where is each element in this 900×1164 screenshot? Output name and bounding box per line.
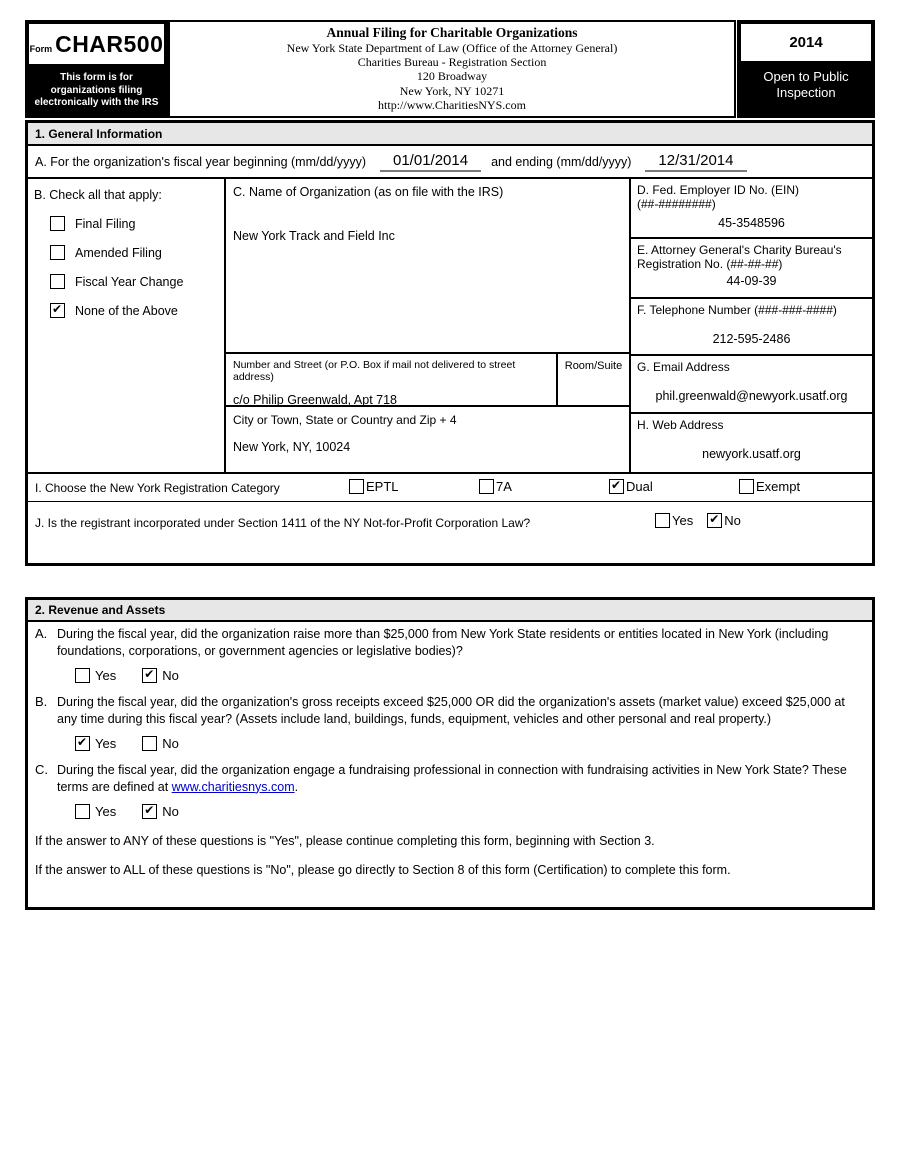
dept-website: http://www.CharitiesNYS.com (378, 97, 526, 112)
incorporated-yes-label: Yes (672, 513, 694, 528)
question-b-answers (75, 736, 858, 751)
question-b-yes-option[interactable] (75, 736, 116, 751)
fiscal-year-begin-field[interactable]: 01/01/2014 (380, 152, 481, 172)
fiscal-year-change-option[interactable] (50, 274, 218, 289)
registration-number-cell (631, 239, 872, 299)
web-address-cell (631, 414, 872, 472)
section-revenue-and-assets (25, 597, 875, 910)
telephone-label: F. Telephone Number (###-###-####) (637, 303, 837, 317)
none-of-the-above-option[interactable] (50, 303, 218, 318)
organization-name-field[interactable]: New York Track and Field Inc (233, 229, 395, 243)
section2-body (28, 622, 872, 877)
fiscal-year-end-field[interactable]: 12/31/2014 (645, 152, 746, 172)
dept-line: New York State Department of Law (Office of the Attorney General) (286, 41, 618, 55)
question-a-yes-checkbox[interactable] (75, 668, 90, 683)
section-general-information (25, 120, 875, 566)
fiscal-year-end-label: and ending (mm/dd/yyyy) (491, 154, 632, 169)
exempt-checkbox[interactable] (739, 479, 754, 494)
dual-checkbox[interactable] (609, 479, 624, 494)
final-filing-checkbox[interactable] (50, 216, 65, 231)
question-c-no-option[interactable] (142, 804, 179, 819)
final-filing-label: Final Filing (75, 216, 136, 231)
ein-label: D. Fed. Employer ID No. (EIN) (637, 183, 800, 197)
check-all-that-apply-cell (28, 179, 226, 472)
dept-line: New York, NY 10271 (399, 83, 505, 98)
ein-field[interactable]: 45-3548596 (718, 216, 785, 230)
note-if-any-yes: If the answer to ANY of these questions is "Yes", please continue completing this form, beginning with Section 3. (35, 834, 655, 848)
ein-cell (631, 179, 872, 239)
web-address-field[interactable]: newyork.usatf.org (702, 447, 801, 461)
form-note: This form is for organizations filing electronically with the IRS (34, 72, 159, 108)
registration-category-row (28, 474, 872, 502)
incorporated-question-row (28, 502, 872, 544)
organization-address-column (226, 179, 631, 472)
organization-name-cell (226, 179, 629, 354)
exempt-label: Exempt (756, 479, 801, 494)
question-b-yes-checkbox[interactable] (75, 736, 90, 751)
form-title: Annual Filing for Charitable Organizations (326, 25, 578, 40)
form-id-panel (25, 20, 168, 118)
question-c-yes-label: Yes (95, 804, 117, 819)
form-title-panel (168, 20, 736, 118)
registration-number-label: E. Attorney General's Charity Bureau's Registration No. (##-##-##) (637, 243, 842, 271)
incorporated-yes-option[interactable] (655, 513, 693, 528)
question-b (35, 694, 858, 727)
incorporated-no-checkbox[interactable] (707, 513, 722, 528)
question-b-letter: B. (35, 694, 48, 709)
fiscal-year-row (28, 146, 872, 179)
check-all-label: B. Check all that apply: (34, 188, 162, 202)
question-a-letter: A. (35, 626, 48, 641)
question-c-no-checkbox[interactable] (142, 804, 157, 819)
filing-year: 2014 (741, 24, 871, 61)
question-b-no-option[interactable] (142, 736, 179, 751)
amended-filing-label: Amended Filing (75, 245, 162, 260)
room-suite-label: Room/Suite (564, 360, 623, 372)
category-exempt-option[interactable] (739, 479, 800, 494)
7a-label: 7A (496, 479, 512, 494)
street-row (226, 354, 629, 407)
question-c-text-after-link: . (294, 779, 299, 794)
category-7a-option[interactable] (479, 479, 512, 494)
question-c-no-label: No (162, 804, 179, 819)
street-field[interactable]: c/o Philip Greenwald, Apt 718 (233, 393, 397, 407)
web-address-label: H. Web Address (637, 418, 724, 432)
incorporated-yes-checkbox[interactable] (655, 513, 670, 528)
question-a-no-option[interactable] (142, 668, 179, 683)
amended-filing-checkbox[interactable] (50, 245, 65, 260)
question-c (35, 762, 858, 795)
question-b-text: During the fiscal year, did the organization's gross receipts exceed $25,000 OR did the organization's assets (market value) exceed $25,000 at any time during this fiscal year? (Assets include land, buildings, funds, equipment, vehicles and other personal and real property.) (57, 695, 845, 726)
open-to-public-note: Open to Public Inspection (763, 69, 849, 100)
question-c-text (57, 762, 858, 795)
question-c-text-before-link: During the fiscal year, did the organization engage a fundraising professional in connection with fundraising activities in New York State? These terms are defined at (57, 763, 847, 794)
note-if-all-no: If the answer to ALL of these questions is "No", please go directly to Section 8 of this form (Certification) to complete this form. (35, 863, 731, 877)
city-label: City or Town, State or Country and Zip + 4 (233, 413, 457, 427)
amended-filing-option[interactable] (50, 245, 218, 260)
category-eptl-option[interactable] (349, 479, 399, 494)
fiscal-year-change-checkbox[interactable] (50, 274, 65, 289)
question-a-yes-label: Yes (95, 668, 117, 683)
question-b-no-label: No (162, 736, 179, 751)
question-b-yes-label: Yes (95, 736, 117, 751)
email-label: G. Email Address (637, 360, 730, 374)
incorporated-question-label: J. Is the registrant incorporated under Section 1411 of the NY Not-for-Profit Corporation Law? (35, 516, 531, 530)
room-suite-cell[interactable] (558, 354, 629, 405)
contact-details-column (631, 179, 872, 472)
dept-line: 120 Broadway (416, 69, 488, 84)
registration-number-field[interactable]: 44-09-39 (726, 274, 777, 288)
form-number: CHAR500 (55, 30, 164, 57)
fiscal-year-change-label: Fiscal Year Change (75, 274, 184, 289)
email-cell (631, 356, 872, 414)
ein-format: (##-########) (637, 197, 716, 211)
question-c-answers (75, 804, 858, 819)
registration-category-label: I. Choose the New York Registration Category (35, 481, 280, 495)
eptl-label: EPTL (366, 479, 399, 494)
question-a-no-checkbox[interactable] (142, 668, 157, 683)
question-c-yes-option[interactable] (75, 804, 116, 819)
dual-label: Dual (626, 479, 653, 494)
incorporated-no-label: No (724, 513, 741, 528)
general-info-table (28, 179, 872, 474)
dept-line: Charities Bureau - Registration Section (357, 55, 547, 70)
section1-title: 1. General Information (28, 123, 872, 146)
telephone-cell (631, 299, 872, 356)
email-field[interactable]: phil.greenwald@newyork.usatf.org (655, 389, 848, 403)
telephone-field[interactable]: 212-595-2486 (712, 332, 791, 346)
category-dual-option[interactable] (609, 479, 653, 494)
incorporated-no-option[interactable] (707, 513, 741, 528)
city-field[interactable]: New York, NY, 10024 (233, 440, 351, 454)
form-word: Form (29, 44, 53, 54)
question-c-yes-checkbox[interactable] (75, 804, 90, 819)
question-a-no-label: No (162, 668, 179, 683)
fiscal-year-begin-label: A. For the organization's fiscal year beginning (mm/dd/yyyy) (35, 154, 366, 169)
question-a-yes-option[interactable] (75, 668, 116, 683)
street-label: Number and Street (or P.O. Box if mail not delivered to street address) (233, 359, 516, 383)
none-of-the-above-label: None of the Above (75, 303, 178, 318)
eptl-checkbox[interactable] (349, 479, 364, 494)
none-of-the-above-checkbox[interactable] (50, 303, 65, 318)
section2-title: 2. Revenue and Assets (28, 600, 872, 622)
question-a (35, 626, 858, 659)
incorporated-answer-options (655, 513, 741, 528)
year-panel (737, 20, 875, 118)
organization-name-label: C. Name of Organization (as on file with the IRS) (233, 185, 504, 199)
question-c-letter: C. (35, 762, 48, 777)
question-b-no-checkbox[interactable] (142, 736, 157, 751)
form-number-badge (29, 24, 164, 64)
city-cell (226, 407, 629, 472)
street-cell (226, 354, 558, 405)
question-a-text: During the fiscal year, did the organization raise more than $25,000 from New York State residents or entities located in New York (including foundations, corporations, or government agencies or legislative bodies)? (57, 627, 829, 658)
charitiesnys-link[interactable]: www.charitiesnys.com (171, 779, 295, 794)
final-filing-option[interactable] (50, 216, 218, 231)
question-a-answers (75, 668, 858, 683)
7a-checkbox[interactable] (479, 479, 494, 494)
